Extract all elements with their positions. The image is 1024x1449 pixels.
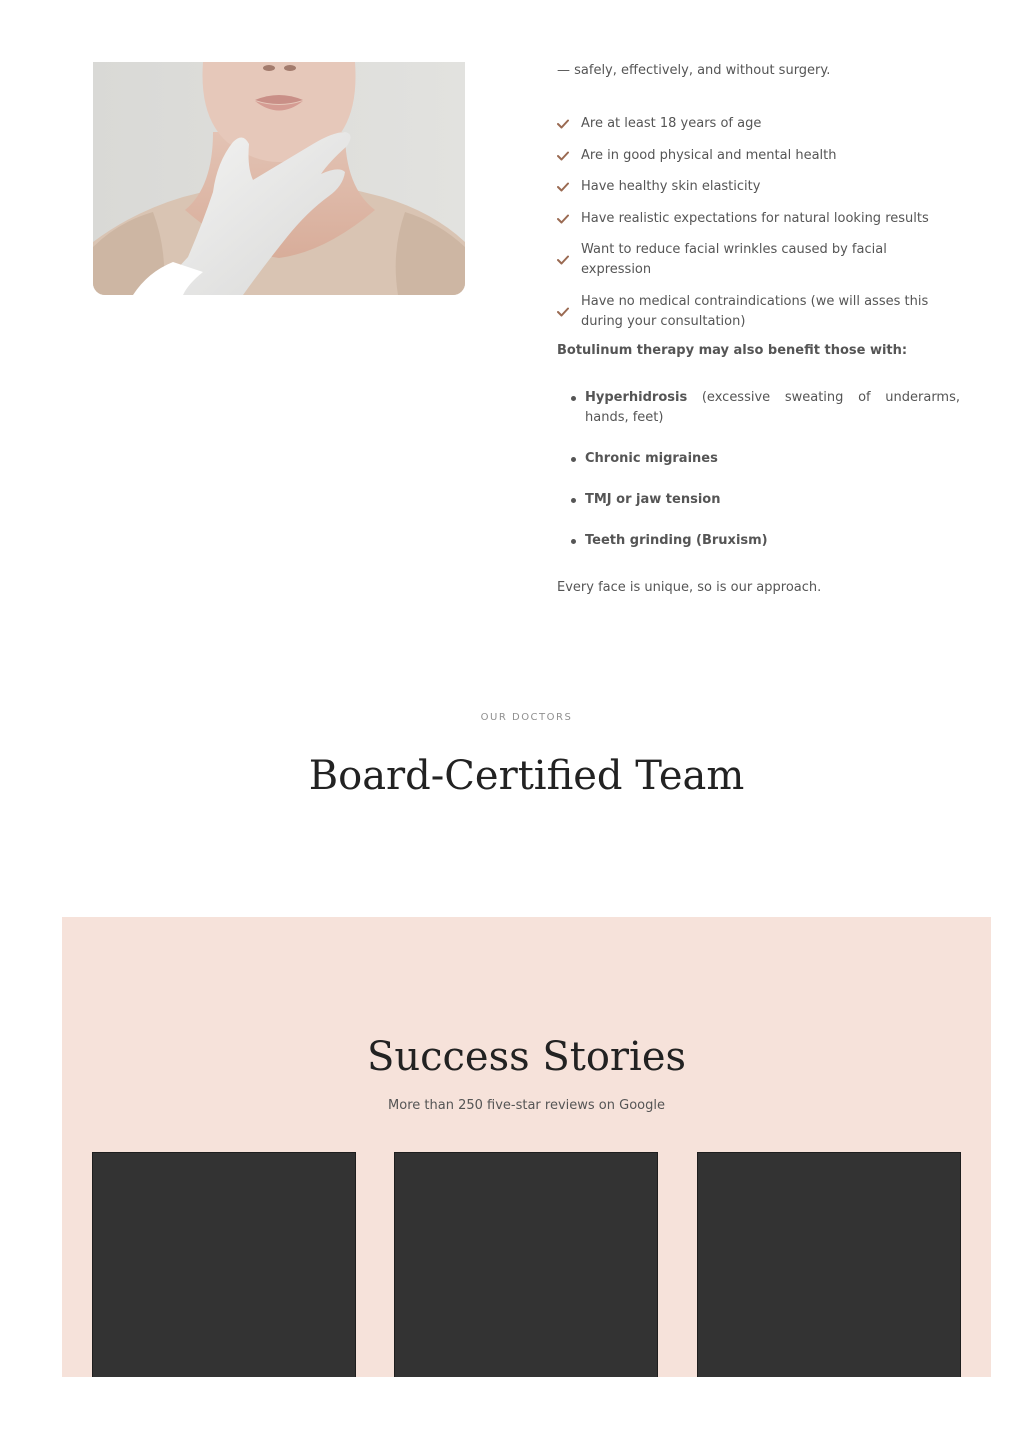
bullet-icon xyxy=(571,457,576,462)
video-card[interactable] xyxy=(394,1152,658,1377)
criteria-text: Are at least 18 years of age xyxy=(581,116,762,131)
list-item xyxy=(585,531,960,551)
closing-text: Every face is unique, so is our approach. xyxy=(557,580,822,595)
list-item xyxy=(585,449,960,469)
list-item xyxy=(557,146,960,166)
benefit-term: Hyperhidrosis xyxy=(585,390,688,405)
criteria-text: Have realistic expectations for natural looking results xyxy=(581,210,929,226)
benefit-term: Chronic migraines xyxy=(585,451,718,466)
benefit-description: (excessive sweating of underarms, hands, feet) xyxy=(585,390,960,425)
stories-title: Success Stories xyxy=(366,1034,687,1080)
benefit-term: Teeth grinding (Bruxism) xyxy=(585,533,768,548)
criteria-text: Have no medical contraindications (we will asses this during your consultation) xyxy=(581,293,929,329)
criteria-text: Want to reduce facial wrinkles caused by facial expression xyxy=(581,242,887,277)
check-icon xyxy=(557,214,569,224)
check-icon xyxy=(557,255,569,265)
bullet-icon xyxy=(571,498,576,503)
video-card[interactable] xyxy=(92,1152,356,1377)
check-icon xyxy=(557,151,569,161)
intro-text: — safely, effectively, and without surgery. xyxy=(557,63,831,78)
team-section-title: Board-Certified Team xyxy=(308,753,745,799)
section-eyebrow: OUR DOCTORS xyxy=(480,712,573,723)
list-item xyxy=(557,114,960,134)
list-item xyxy=(585,388,960,428)
woman-jaw-illustration xyxy=(93,62,465,295)
bullet-icon xyxy=(571,396,576,401)
check-icon xyxy=(557,182,569,192)
check-icon xyxy=(557,119,569,129)
list-item xyxy=(585,490,960,510)
benefits-heading: Botulinum therapy may also benefit those with: xyxy=(557,343,908,358)
benefits-list xyxy=(585,388,960,572)
hero-photo xyxy=(93,62,465,295)
check-icon xyxy=(557,307,569,317)
list-item xyxy=(557,209,960,229)
criteria-text: Are in good physical and mental health xyxy=(581,147,837,163)
criteria-text: Have healthy skin elasticity xyxy=(581,179,761,194)
list-item xyxy=(557,177,960,197)
benefit-term: TMJ or jaw tension xyxy=(585,492,721,507)
list-item xyxy=(557,240,960,280)
candidacy-checklist xyxy=(557,114,960,343)
list-item xyxy=(557,292,960,332)
bullet-icon xyxy=(571,539,576,544)
stories-subtitle: More than 250 five-star reviews on Google xyxy=(388,1098,665,1113)
video-card[interactable] xyxy=(697,1152,961,1377)
success-stories-section xyxy=(62,917,991,1377)
